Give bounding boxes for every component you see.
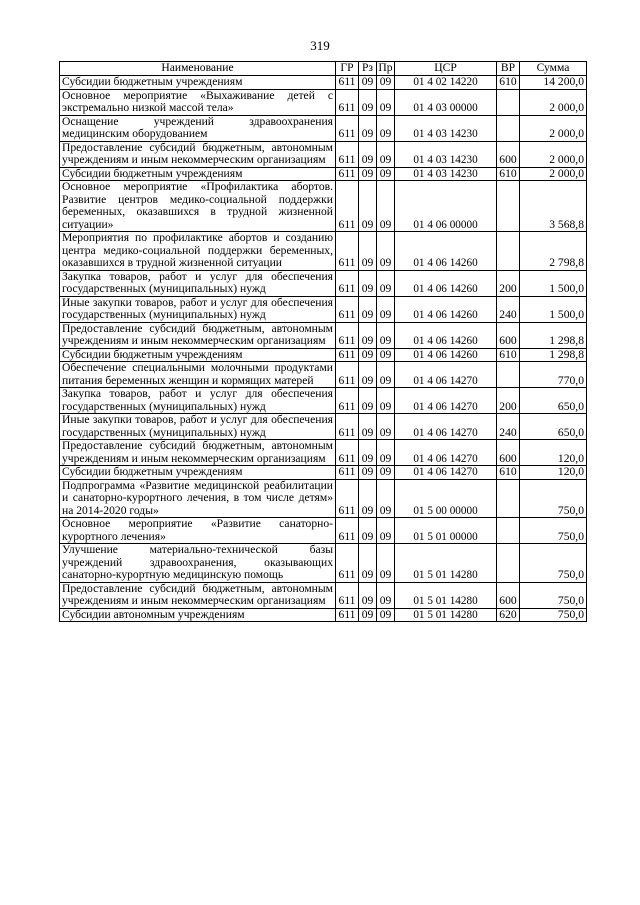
cell-gr: 611 [336, 544, 359, 583]
cell-pr: 09 [377, 582, 395, 608]
cell-sum: 14 200,0 [520, 76, 587, 90]
cell-pr: 09 [377, 89, 395, 115]
cell-pr: 09 [377, 232, 395, 271]
cell-gr: 611 [336, 181, 359, 232]
table-row [60, 414, 587, 440]
cell-name: Иные закупки товаров, работ и услуг для обеспечения государственных (муниципальных) нужд [60, 414, 336, 440]
table-row [60, 362, 587, 388]
cell-rz: 09 [359, 296, 377, 322]
cell-name: Основное мероприятие «Выхаживание детей с экстремально низкой массой тела» [60, 89, 336, 115]
cell-gr: 611 [336, 440, 359, 466]
cell-name: Подпрограмма «Развитие медицинской реабилитации и санаторно-курортного лечения, в том числе детям» на 2014-2020 годы» [60, 479, 336, 518]
table-row [60, 232, 587, 271]
cell-sum: 750,0 [520, 544, 587, 583]
cell-vr [497, 181, 520, 232]
cell-rz: 09 [359, 414, 377, 440]
cell-sum: 2 000,0 [520, 141, 587, 167]
cell-rz: 09 [359, 115, 377, 141]
cell-csr: 01 5 00 00000 [395, 479, 497, 518]
cell-csr: 01 4 03 14230 [395, 141, 497, 167]
cell-rz: 09 [359, 466, 377, 480]
cell-csr: 01 5 01 14280 [395, 544, 497, 583]
cell-vr: 610 [497, 167, 520, 181]
cell-gr: 611 [336, 76, 359, 90]
cell-gr: 611 [336, 414, 359, 440]
cell-name: Предоставление субсидий бюджетным, автономным учреждениям и иным некоммерческим организациям [60, 322, 336, 348]
table-row [60, 322, 587, 348]
cell-gr: 611 [336, 232, 359, 271]
cell-vr [497, 479, 520, 518]
table-row [60, 115, 587, 141]
cell-sum: 750,0 [520, 582, 587, 608]
cell-pr: 09 [377, 270, 395, 296]
table-row [60, 479, 587, 518]
table-row [60, 608, 587, 622]
cell-rz: 09 [359, 141, 377, 167]
cell-sum: 750,0 [520, 518, 587, 544]
cell-vr: 610 [497, 76, 520, 90]
cell-rz: 09 [359, 479, 377, 518]
cell-gr: 611 [336, 479, 359, 518]
cell-rz: 09 [359, 440, 377, 466]
cell-pr: 09 [377, 362, 395, 388]
cell-pr: 09 [377, 466, 395, 480]
cell-csr: 01 4 03 14230 [395, 115, 497, 141]
cell-rz: 09 [359, 167, 377, 181]
cell-pr: 09 [377, 414, 395, 440]
cell-name: Субсидии бюджетным учреждениям [60, 466, 336, 480]
cell-gr: 611 [336, 388, 359, 414]
table-row [60, 388, 587, 414]
cell-rz: 09 [359, 76, 377, 90]
cell-name: Закупка товаров, работ и услуг для обеспечения государственных (муниципальных) нужд [60, 270, 336, 296]
header-name: Наименование [60, 62, 336, 76]
cell-pr: 09 [377, 608, 395, 622]
table-row [60, 89, 587, 115]
cell-pr: 09 [377, 440, 395, 466]
budget-table [59, 61, 587, 622]
cell-name: Субсидии бюджетным учреждениям [60, 76, 336, 90]
table-row [60, 348, 587, 362]
cell-pr: 09 [377, 141, 395, 167]
cell-name: Обеспечение специальными молочными продуктами питания беременных женщин и кормящих матерей [60, 362, 336, 388]
cell-vr [497, 362, 520, 388]
cell-name: Субсидии автономным учреждениям [60, 608, 336, 622]
cell-rz: 09 [359, 608, 377, 622]
cell-sum: 2 000,0 [520, 89, 587, 115]
cell-gr: 611 [336, 89, 359, 115]
cell-sum: 650,0 [520, 414, 587, 440]
cell-csr: 01 4 06 14270 [395, 362, 497, 388]
cell-sum: 1 500,0 [520, 296, 587, 322]
cell-csr: 01 4 06 14270 [395, 466, 497, 480]
cell-name: Закупка товаров, работ и услуг для обеспечения государственных (муниципальных) нужд [60, 388, 336, 414]
header-csr: ЦСР [395, 62, 497, 76]
cell-pr: 09 [377, 518, 395, 544]
cell-sum: 120,0 [520, 440, 587, 466]
cell-name: Предоставление субсидий бюджетным, автономным учреждениям и иным некоммерческим организациям [60, 582, 336, 608]
cell-gr: 611 [336, 141, 359, 167]
header-rz: Рз [359, 62, 377, 76]
cell-sum: 3 568,8 [520, 181, 587, 232]
cell-csr: 01 5 01 14280 [395, 582, 497, 608]
cell-vr: 600 [497, 582, 520, 608]
table-header-row [60, 62, 587, 76]
cell-name: Мероприятия по профилактике абортов и созданию центра медико-социальной поддержки беременных, оказавшихся в трудной жизненной ситуации [60, 232, 336, 271]
header-vr: ВР [497, 62, 520, 76]
cell-csr: 01 5 01 14280 [395, 608, 497, 622]
cell-rz: 09 [359, 388, 377, 414]
cell-sum: 750,0 [520, 479, 587, 518]
cell-csr: 01 4 06 14270 [395, 440, 497, 466]
cell-csr: 01 4 06 00000 [395, 181, 497, 232]
table-row [60, 141, 587, 167]
cell-csr: 01 4 03 14230 [395, 167, 497, 181]
table-row [60, 518, 587, 544]
cell-csr: 01 4 06 14270 [395, 388, 497, 414]
cell-name: Субсидии бюджетным учреждениям [60, 348, 336, 362]
cell-vr: 600 [497, 440, 520, 466]
table-row [60, 582, 587, 608]
header-gr: ГР [336, 62, 359, 76]
cell-vr: 610 [497, 466, 520, 480]
cell-vr [497, 518, 520, 544]
cell-gr: 611 [336, 608, 359, 622]
cell-gr: 611 [336, 115, 359, 141]
cell-gr: 611 [336, 582, 359, 608]
table-row [60, 296, 587, 322]
cell-pr: 09 [377, 479, 395, 518]
cell-pr: 09 [377, 167, 395, 181]
cell-rz: 09 [359, 544, 377, 583]
cell-vr: 200 [497, 270, 520, 296]
cell-pr: 09 [377, 388, 395, 414]
cell-gr: 611 [336, 296, 359, 322]
cell-rz: 09 [359, 270, 377, 296]
cell-vr [497, 232, 520, 271]
cell-name: Улучшение материально-технической базы учреждений здравоохранения, оказывающих санаторно-курортную медицинскую помощь [60, 544, 336, 583]
cell-csr: 01 5 01 00000 [395, 518, 497, 544]
cell-pr: 09 [377, 181, 395, 232]
table-row [60, 167, 587, 181]
cell-pr: 09 [377, 544, 395, 583]
cell-csr: 01 4 06 14260 [395, 348, 497, 362]
cell-vr [497, 544, 520, 583]
table-row [60, 544, 587, 583]
cell-rz: 09 [359, 89, 377, 115]
cell-vr: 200 [497, 388, 520, 414]
cell-pr: 09 [377, 76, 395, 90]
cell-csr: 01 4 06 14270 [395, 414, 497, 440]
cell-csr: 01 4 06 14260 [395, 270, 497, 296]
cell-sum: 2 798,8 [520, 232, 587, 271]
cell-vr [497, 115, 520, 141]
header-pr: Пр [378, 61, 393, 75]
cell-rz: 09 [359, 582, 377, 608]
cell-gr: 611 [336, 466, 359, 480]
cell-sum: 1 298,8 [520, 348, 587, 362]
cell-vr: 600 [497, 322, 520, 348]
cell-sum: 1 500,0 [520, 270, 587, 296]
cell-gr: 611 [336, 348, 359, 362]
cell-gr: 611 [336, 518, 359, 544]
cell-rz: 09 [359, 322, 377, 348]
header-sum: Сумма [520, 62, 587, 76]
cell-vr [497, 89, 520, 115]
cell-rz: 09 [359, 518, 377, 544]
cell-name: Основное мероприятие «Профилактика абортов. Развитие центров медико-социальной поддержки беременных, оказавшихся в трудной жизненной ситуации» [60, 181, 336, 232]
cell-csr: 01 4 06 14260 [395, 296, 497, 322]
cell-name: Субсидии бюджетным учреждениям [60, 167, 336, 181]
cell-name: Предоставление субсидий бюджетным, автономным учреждениям и иным некоммерческим организациям [60, 141, 336, 167]
table-row [60, 181, 587, 232]
cell-rz: 09 [359, 348, 377, 362]
cell-sum: 770,0 [520, 362, 587, 388]
cell-name: Основное мероприятие «Развитие санаторно-курортного лечения» [60, 518, 336, 544]
cell-gr: 611 [336, 322, 359, 348]
cell-sum: 750,0 [520, 608, 587, 622]
cell-vr: 240 [497, 296, 520, 322]
cell-gr: 611 [336, 167, 359, 181]
cell-rz: 09 [359, 181, 377, 232]
cell-vr: 240 [497, 414, 520, 440]
cell-sum: 2 000,0 [520, 167, 587, 181]
cell-rz: 09 [359, 232, 377, 271]
table-row [60, 440, 587, 466]
cell-csr: 01 4 06 14260 [395, 322, 497, 348]
table-row [60, 76, 587, 90]
cell-gr: 611 [336, 270, 359, 296]
cell-pr: 09 [377, 322, 395, 348]
cell-csr: 01 4 06 14260 [395, 232, 497, 271]
cell-pr: 09 [377, 296, 395, 322]
cell-sum: 650,0 [520, 388, 587, 414]
cell-rz: 09 [359, 362, 377, 388]
table-row [60, 270, 587, 296]
cell-name: Оснащение учреждений здравоохранения медицинским оборудованием [60, 115, 336, 141]
cell-vr: 620 [497, 608, 520, 622]
cell-name: Предоставление субсидий бюджетным, автономным учреждениям и иным некоммерческим организациям [60, 440, 336, 466]
cell-name: Иные закупки товаров, работ и услуг для обеспечения государственных (муниципальных) нужд [60, 296, 336, 322]
cell-csr: 01 4 02 14220 [395, 76, 497, 90]
cell-pr: 09 [377, 115, 395, 141]
page-number: 319 [310, 38, 330, 53]
table-row [60, 466, 587, 480]
cell-sum: 2 000,0 [520, 115, 587, 141]
cell-gr: 611 [336, 362, 359, 388]
cell-vr: 610 [497, 348, 520, 362]
cell-sum: 120,0 [520, 466, 587, 480]
cell-csr: 01 4 03 00000 [395, 89, 497, 115]
cell-sum: 1 298,8 [520, 322, 587, 348]
cell-pr: 09 [377, 348, 395, 362]
cell-vr: 600 [497, 141, 520, 167]
